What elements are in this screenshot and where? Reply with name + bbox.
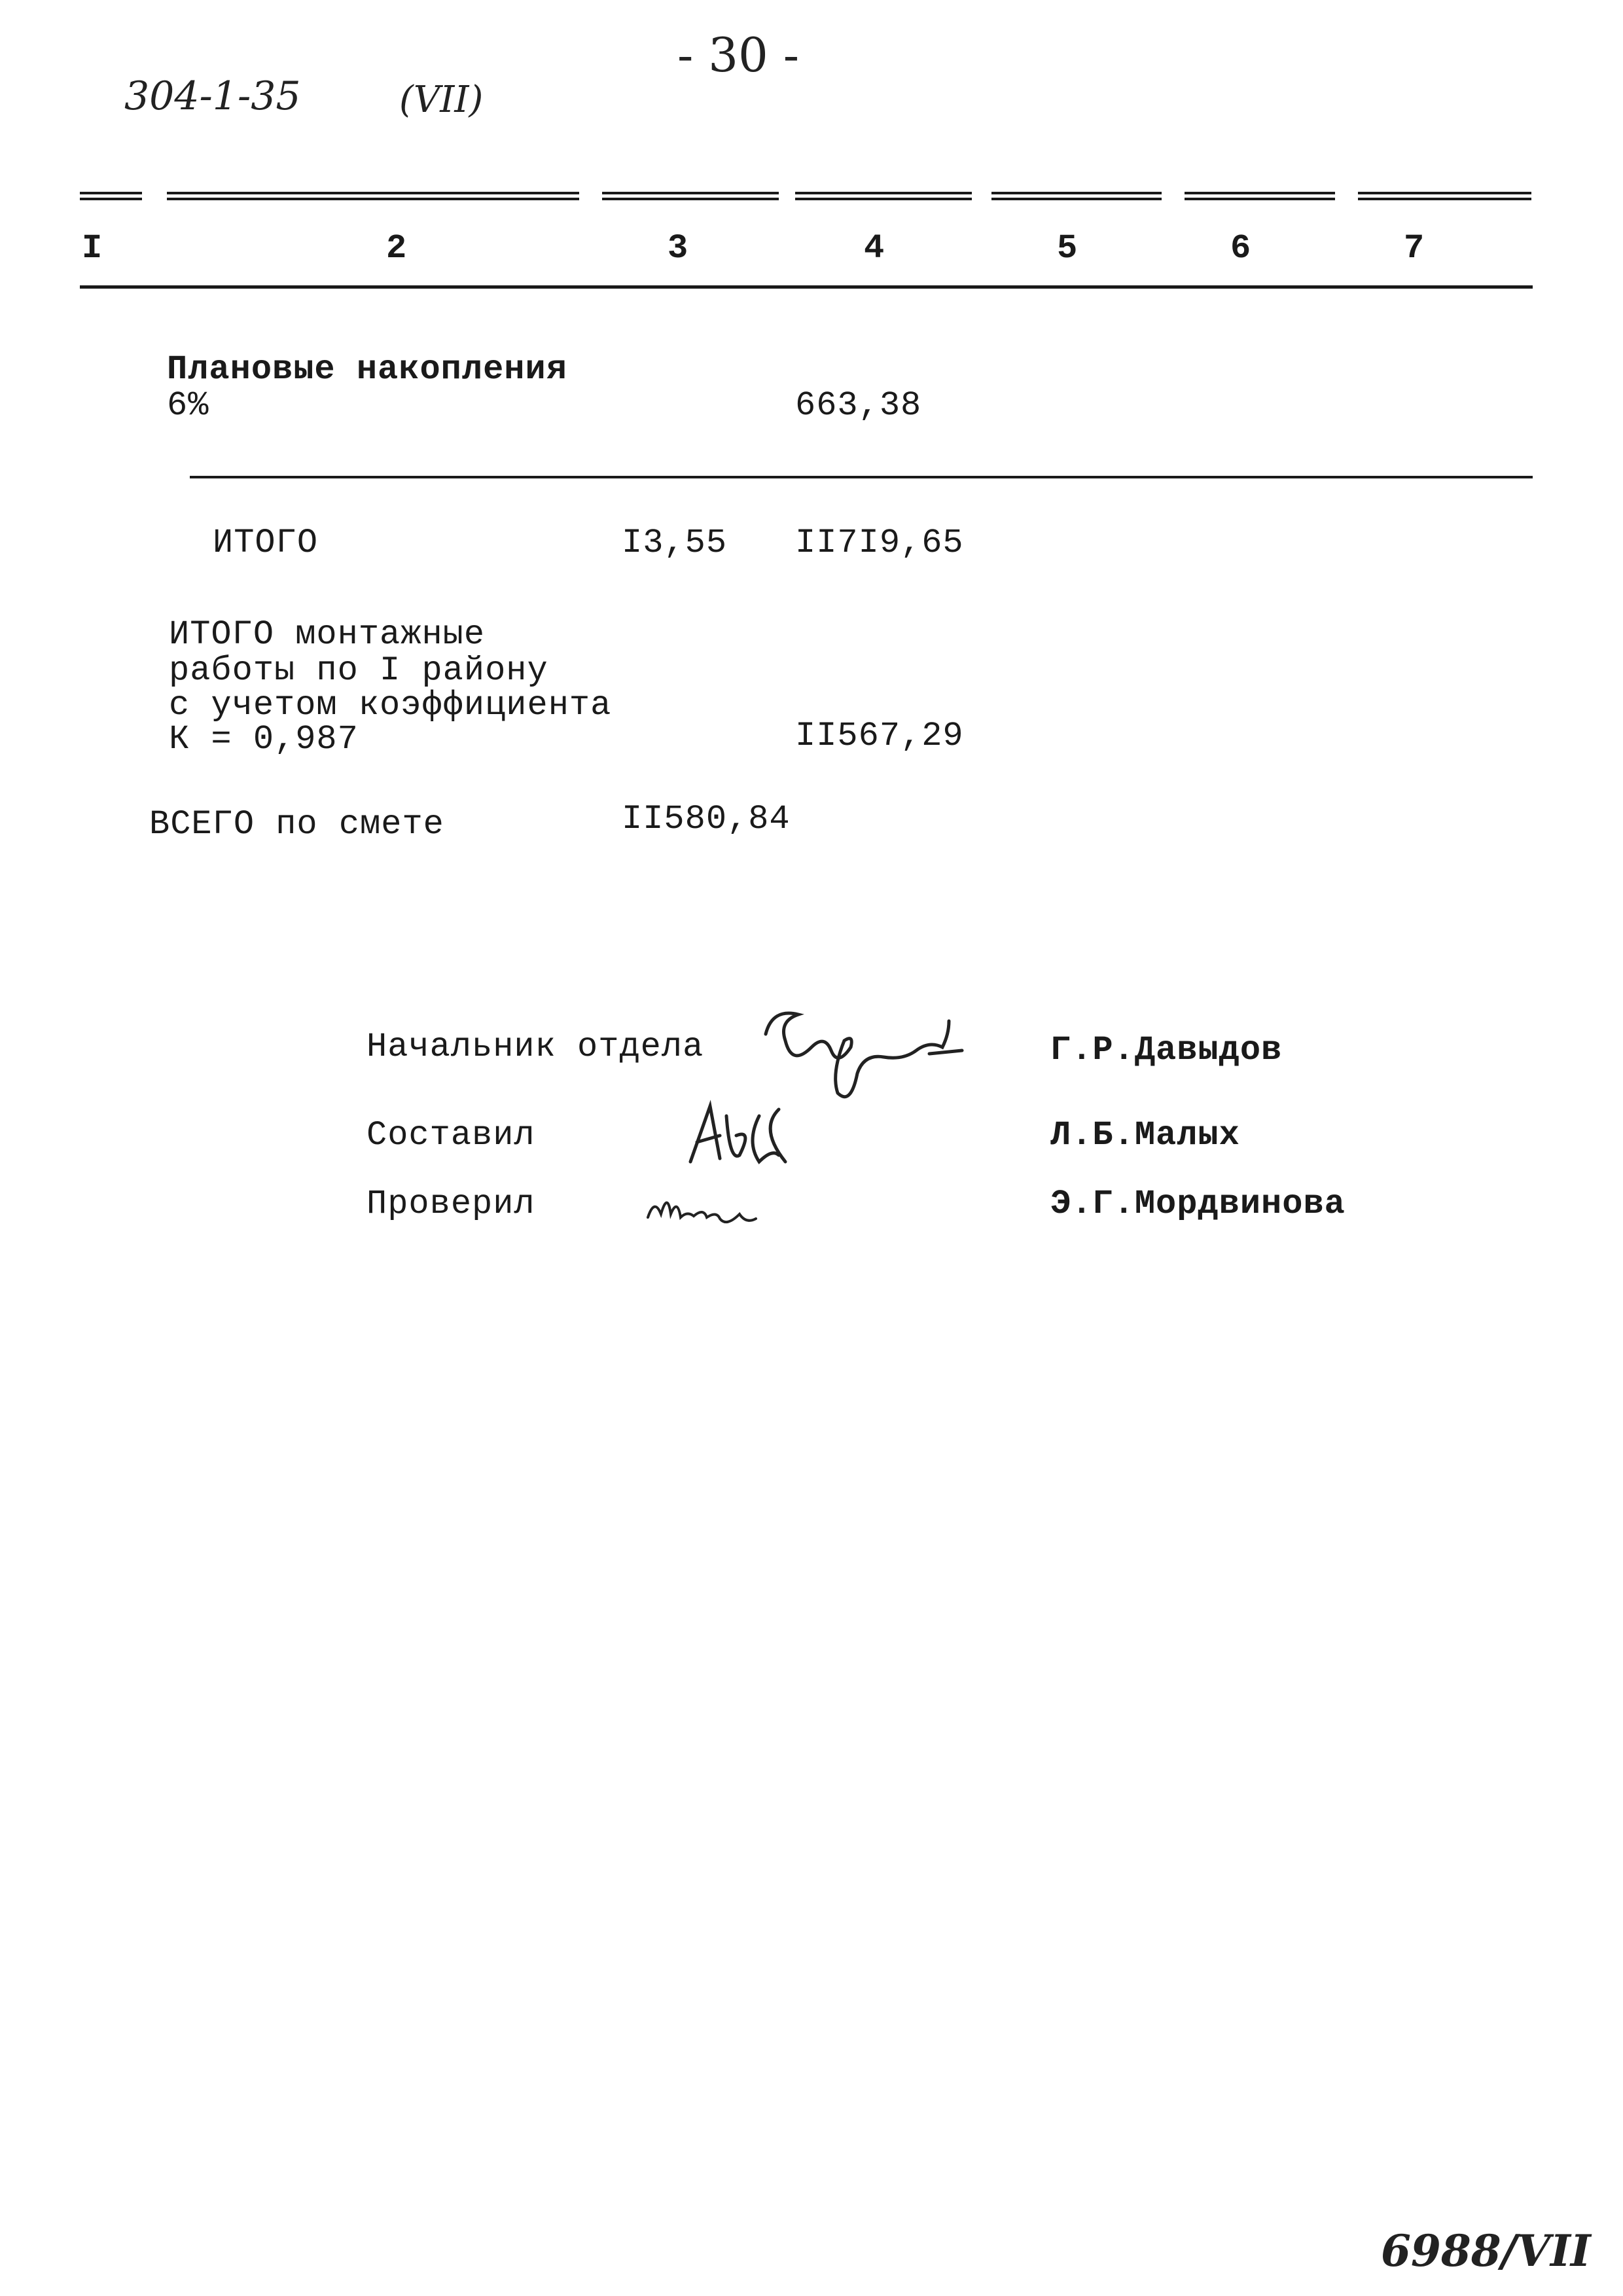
subtotal-col3: I3,55 (622, 524, 728, 562)
column-header-2: 2 (386, 229, 408, 268)
column-header-7: 7 (1404, 229, 1425, 268)
column-header-4: 4 (864, 229, 885, 268)
subtotal-label: ИТОГО (213, 524, 319, 562)
installation-total-line2: работы по I району (169, 651, 548, 690)
signature-name-compiled: Л.Б.Малых (1050, 1116, 1240, 1155)
page-number: - 30 - (677, 27, 800, 82)
signature-role-compiled: Составил (366, 1116, 535, 1155)
grand-total-label: ВСЕГО по смете (149, 805, 444, 844)
document-code: 304-1-35 (124, 73, 301, 119)
subtotal-col4: II7I9,65 (795, 524, 964, 562)
table-header-rule (80, 285, 1533, 289)
subtotal-separator-rule (190, 476, 1533, 478)
signature-name-head: Г.Р.Давыдов (1050, 1031, 1283, 1069)
planned-savings-percent: 6% (167, 386, 209, 425)
signature-role-checked: Проверил (366, 1185, 535, 1223)
table-top-double-rule (0, 192, 1623, 197)
column-header-5: 5 (1057, 229, 1079, 268)
installation-total-line3: с учетом коэффициента (169, 686, 612, 725)
document-part: (VII) (399, 79, 484, 121)
archive-number: 6988/VII (1381, 2225, 1591, 2276)
installation-total-line1: ИТОГО монтажные (169, 615, 486, 654)
signature-role-head: Начальник отдела (366, 1028, 704, 1066)
signature-name-checked: Э.Г.Мордвинова (1050, 1185, 1346, 1223)
installation-total-value: II567,29 (795, 717, 964, 755)
planned-savings-label: Плановые накопления (167, 350, 567, 389)
column-header-6: 6 (1230, 229, 1252, 268)
signature-checked-scribble (641, 1178, 792, 1237)
signature-compiled-scribble (681, 1090, 825, 1175)
column-header-1: I (82, 229, 103, 268)
installation-total-line4: К = 0,987 (169, 720, 359, 759)
grand-total-value: II580,84 (622, 800, 791, 838)
planned-savings-value: 663,38 (795, 386, 922, 425)
column-header-3: 3 (668, 229, 689, 268)
